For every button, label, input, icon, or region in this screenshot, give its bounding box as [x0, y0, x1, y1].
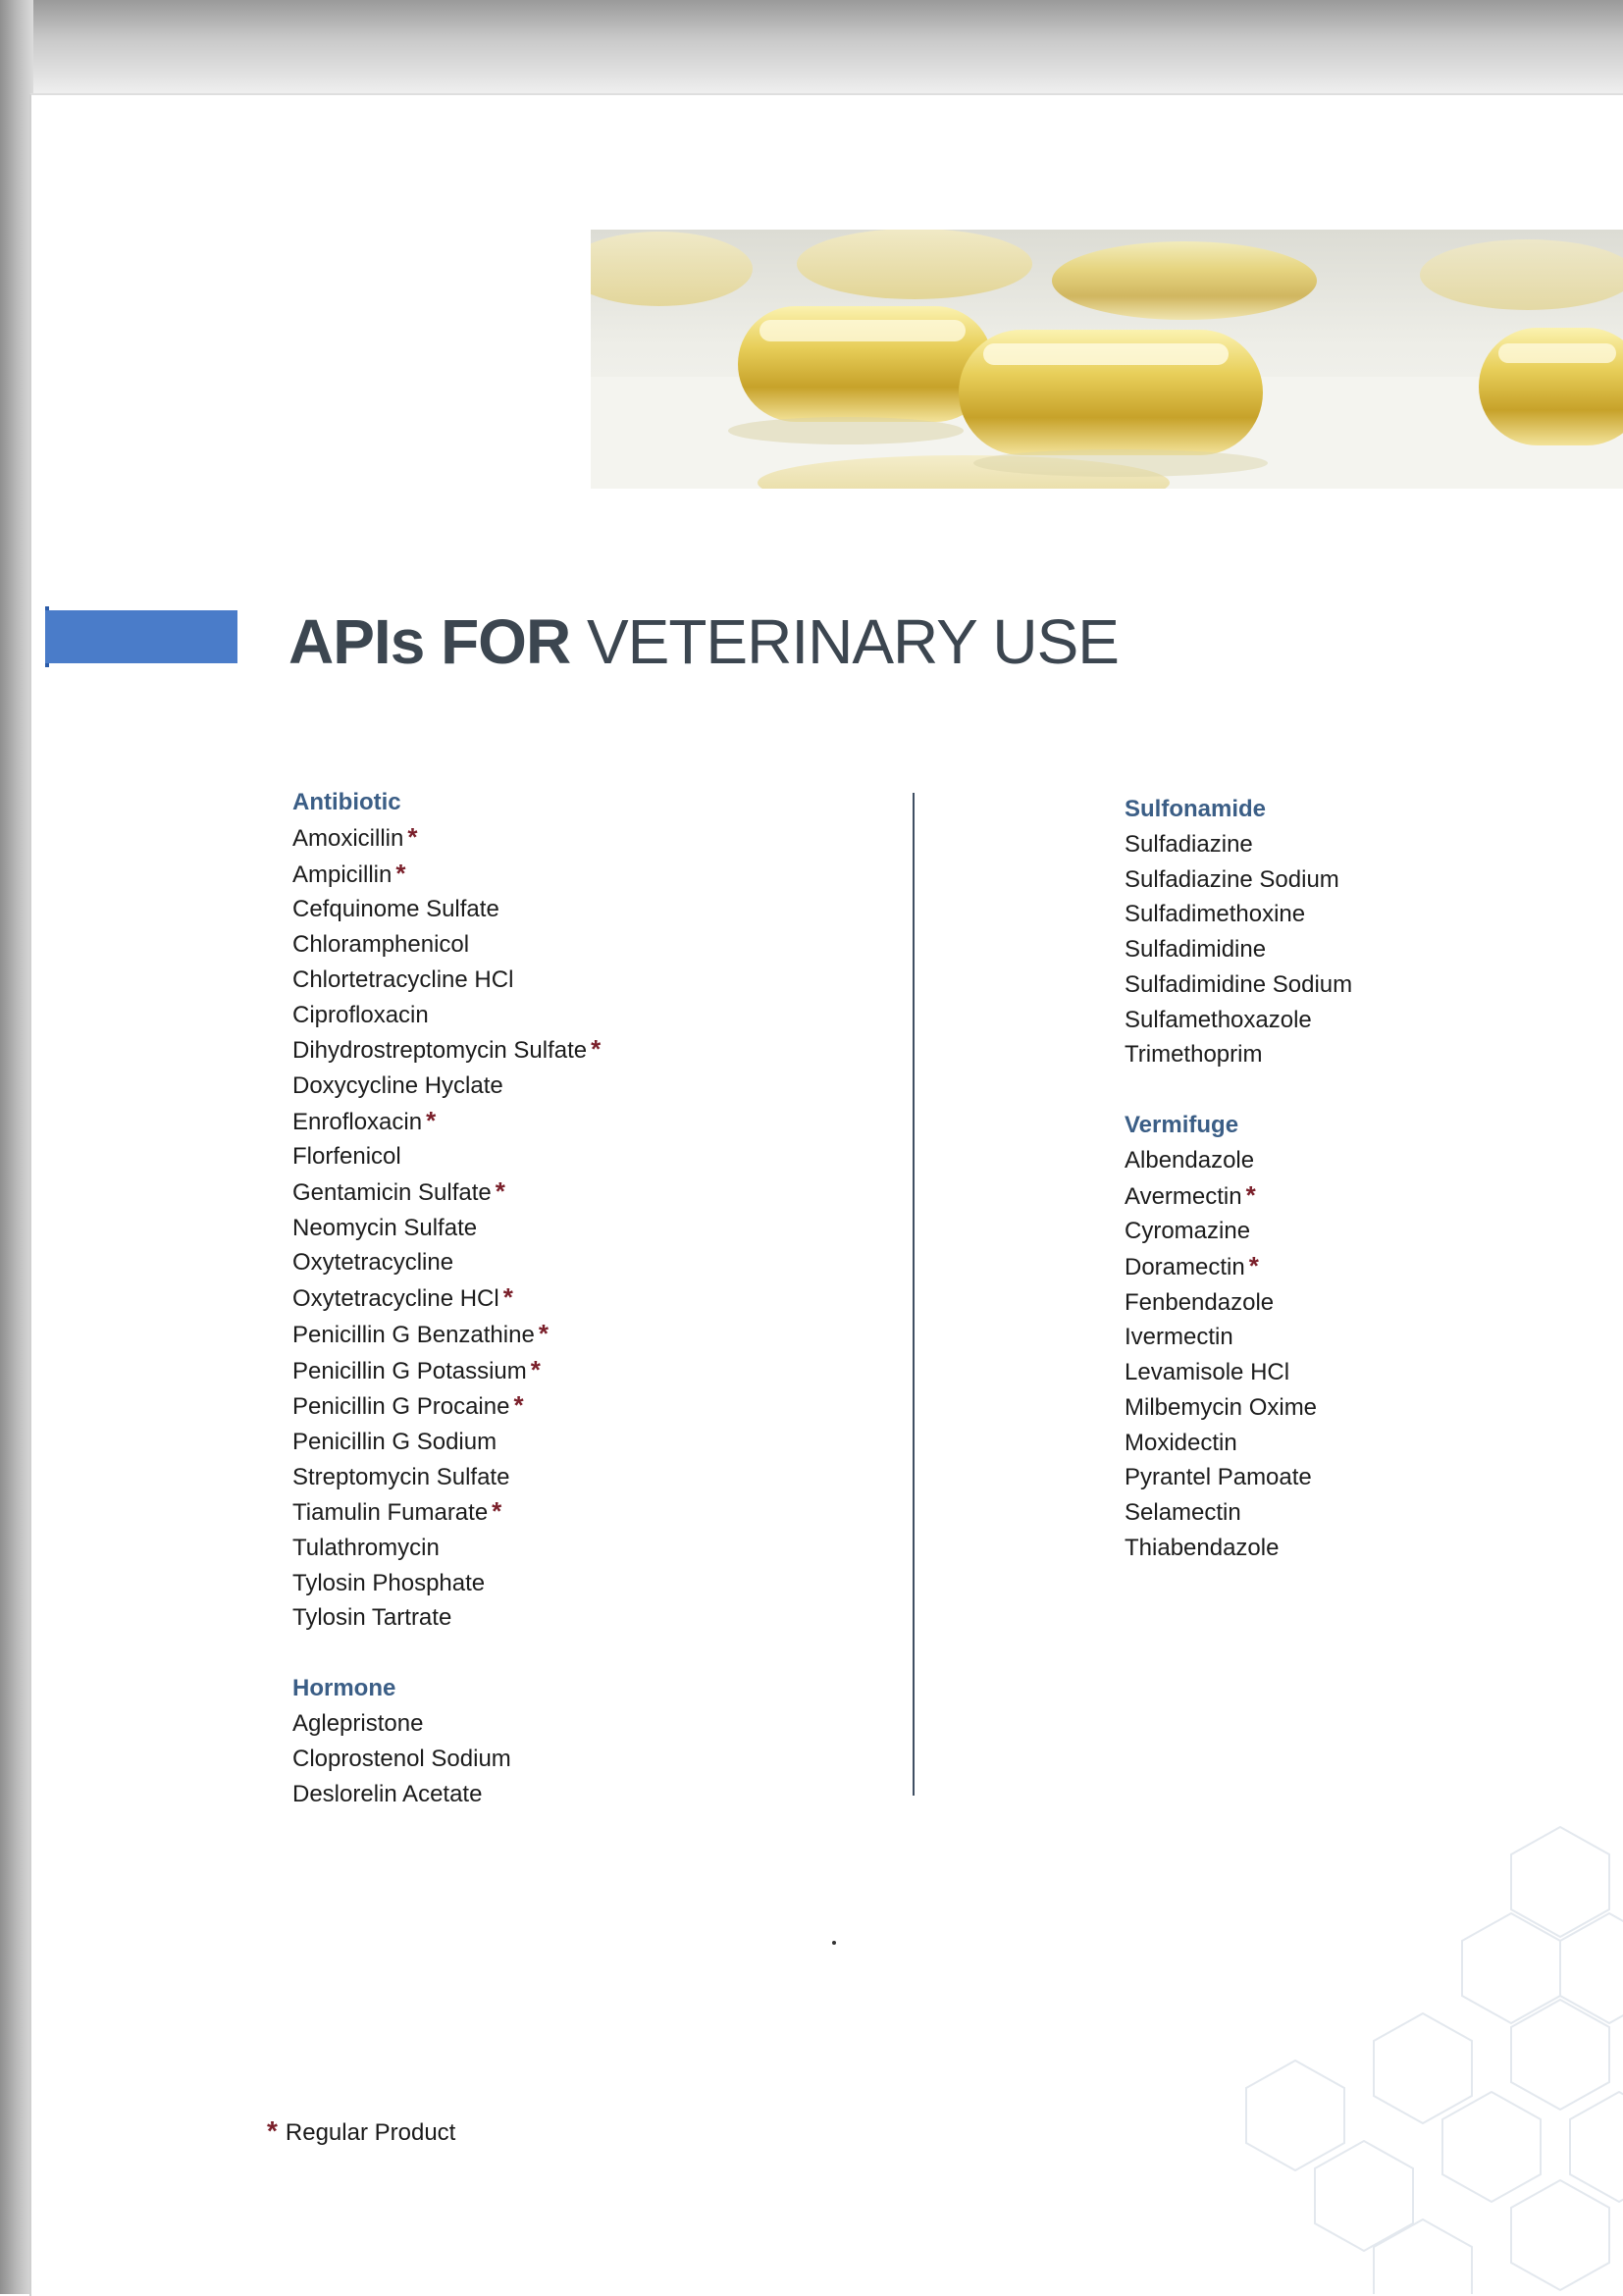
list-item — [1125, 1355, 1556, 1390]
scan-background-top — [0, 0, 1623, 98]
list-item — [1125, 1143, 1556, 1178]
product-name: Ivermectin — [1125, 1324, 1233, 1351]
list-item — [292, 1280, 881, 1317]
list-item — [1125, 1037, 1556, 1072]
list-item — [292, 1174, 881, 1211]
list-item — [292, 1104, 881, 1140]
list-item — [292, 1211, 881, 1246]
product-name: Oxytetracycline — [292, 1249, 454, 1277]
category-heading-antibiotic: Antibiotic — [292, 789, 401, 815]
product-name: Thiabendazole — [1125, 1534, 1280, 1561]
product-name: Levamisole HCl — [1125, 1359, 1290, 1386]
product-name: Moxidectin — [1125, 1429, 1237, 1456]
product-name: Cefquinome Sulfate — [292, 896, 499, 923]
list-item — [292, 1777, 881, 1812]
list-item — [1125, 967, 1556, 1003]
list-item — [292, 1494, 881, 1531]
product-name: Cyromazine — [1125, 1218, 1251, 1245]
list-item — [292, 1742, 881, 1777]
list-item — [292, 1600, 881, 1636]
antibiotic-list — [292, 820, 881, 1636]
product-name: Milbemycin Oxime — [1125, 1393, 1318, 1421]
product-name: Doramectin — [1125, 1254, 1245, 1281]
product-name: Oxytetracycline HCl — [292, 1285, 499, 1313]
title-regular: VETERINARY USE — [586, 606, 1119, 677]
list-item — [1125, 1460, 1556, 1495]
list-item — [292, 1353, 881, 1389]
category-heading-vermifuge: Vermifuge — [1125, 1111, 1239, 1138]
list-item — [292, 820, 881, 857]
title-accent-bar — [45, 610, 237, 663]
list-item — [1125, 932, 1556, 967]
left-column — [292, 785, 881, 1811]
list-item — [1125, 897, 1556, 932]
star-marker: * — [502, 1282, 513, 1313]
list-item — [1125, 827, 1556, 862]
star-marker: * — [591, 1034, 602, 1065]
list-item — [1125, 1531, 1556, 1566]
column-divider — [913, 793, 915, 1796]
list-item — [292, 1317, 881, 1353]
product-name: Cloprostenol Sodium — [292, 1745, 511, 1772]
list-item — [292, 1566, 881, 1601]
category-heading-hormone: Hormone — [292, 1675, 396, 1702]
product-name: Amoxicillin — [292, 825, 404, 852]
list-item — [1125, 1178, 1556, 1215]
page-title — [288, 604, 1119, 679]
product-name: Tylosin Phosphate — [292, 1569, 486, 1596]
list-item — [292, 1032, 881, 1069]
star-marker: * — [492, 1496, 502, 1527]
list-item — [1125, 1390, 1556, 1426]
star-marker: * — [538, 1318, 549, 1348]
category-heading-sulfonamide: Sulfonamide — [1125, 796, 1267, 822]
list-item — [1125, 1285, 1556, 1321]
list-item — [292, 1069, 881, 1104]
product-name: Streptomycin Sulfate — [292, 1463, 510, 1490]
list-item — [292, 857, 881, 893]
star-marker: * — [1248, 1251, 1259, 1281]
antibiotic-group — [292, 785, 881, 1636]
list-item — [292, 892, 881, 927]
star-marker: * — [530, 1354, 541, 1384]
product-name: Penicillin G Procaine — [292, 1393, 510, 1421]
product-name: Sulfadimidine — [1125, 936, 1267, 964]
vermifuge-list — [1125, 1143, 1556, 1565]
product-name: Fenbendazole — [1125, 1288, 1275, 1316]
product-name: Pyrantel Pamoate — [1125, 1464, 1312, 1491]
list-item — [292, 998, 881, 1033]
list-item — [1125, 1003, 1556, 1038]
product-name: Deslorelin Acetate — [292, 1780, 483, 1807]
list-item — [292, 1531, 881, 1566]
vermifuge-group — [1125, 1108, 1556, 1565]
list-item — [1125, 1426, 1556, 1461]
product-name: Sulfadiazine Sodium — [1125, 865, 1339, 893]
star-marker: * — [407, 822, 418, 852]
print-speck — [832, 1941, 836, 1945]
legend-text: Regular Product — [285, 2119, 456, 2146]
product-name: Selamectin — [1125, 1498, 1241, 1526]
product-name: Tiamulin Fumarate — [292, 1499, 489, 1527]
product-name: Sulfadimidine Sodium — [1125, 970, 1353, 998]
star-marker: * — [426, 1105, 437, 1135]
list-item — [292, 1139, 881, 1174]
product-name: Penicillin G Sodium — [292, 1428, 497, 1455]
list-item — [1125, 1495, 1556, 1531]
list-item — [292, 1425, 881, 1460]
star-marker: * — [267, 2115, 278, 2146]
product-name: Trimethoprim — [1125, 1041, 1263, 1069]
star-marker: * — [513, 1390, 524, 1421]
product-name: Gentamicin Sulfate — [292, 1179, 492, 1207]
sulfonamide-list — [1125, 827, 1556, 1072]
product-name: Neomycin Sulfate — [292, 1214, 478, 1241]
product-name: Sulfamethoxazole — [1125, 1006, 1312, 1033]
list-item — [292, 927, 881, 963]
product-name: Albendazole — [1125, 1146, 1255, 1174]
list-item — [292, 963, 881, 998]
product-name: Dihydrostreptomycin Sulfate — [292, 1037, 588, 1065]
star-marker: * — [495, 1176, 505, 1207]
product-name: Penicillin G Benzathine — [292, 1321, 535, 1348]
hormone-group — [292, 1671, 881, 1811]
product-name: Tulathromycin — [292, 1535, 440, 1562]
hexagon-pattern-decoration — [1217, 1825, 1623, 2294]
product-name: Ampicillin — [292, 861, 393, 888]
product-name: Sulfadimethoxine — [1125, 901, 1306, 928]
right-column — [1125, 792, 1556, 1565]
product-name: Penicillin G Potassium — [292, 1357, 527, 1384]
product-name: Ciprofloxacin — [292, 1001, 429, 1028]
list-item — [292, 1460, 881, 1495]
hormone-list — [292, 1706, 881, 1811]
product-name: Florfenicol — [292, 1143, 401, 1171]
product-name: Sulfadiazine — [1125, 831, 1253, 858]
product-name: Chloramphenicol — [292, 931, 470, 959]
star-marker: * — [1245, 1179, 1256, 1210]
star-marker: * — [395, 858, 406, 888]
product-name: Aglepristone — [292, 1710, 424, 1738]
list-item — [1125, 1249, 1556, 1285]
capsules-photo — [591, 230, 1623, 489]
product-name: Enrofloxacin — [292, 1108, 423, 1135]
list-item — [1125, 1320, 1556, 1355]
product-name: Tylosin Tartrate — [292, 1604, 452, 1632]
list-item — [1125, 1214, 1556, 1249]
product-name: Avermectin — [1125, 1182, 1242, 1210]
product-name: Chlortetracycline HCl — [292, 965, 514, 993]
legend — [267, 2114, 455, 2150]
list-item — [1125, 862, 1556, 898]
list-item — [292, 1388, 881, 1425]
sulfonamide-group — [1125, 792, 1556, 1072]
product-name: Doxycycline Hyclate — [292, 1071, 503, 1099]
scan-background-left — [0, 0, 33, 2294]
list-item — [292, 1706, 881, 1742]
title-bold: APIs FOR — [288, 606, 571, 677]
list-item — [292, 1245, 881, 1280]
